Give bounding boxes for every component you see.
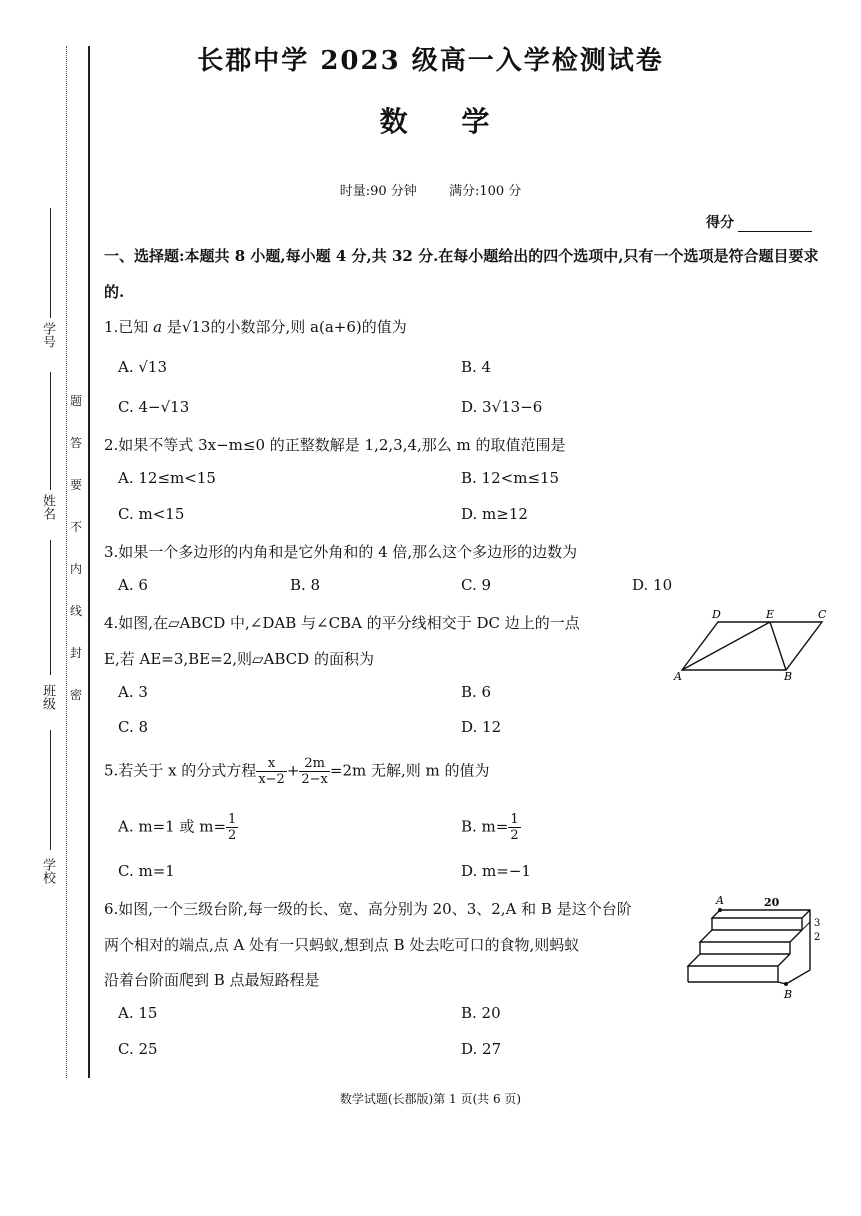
- label-b: B: [784, 670, 793, 682]
- label-d: D: [712, 608, 721, 621]
- student-id-label: 学号: [40, 322, 55, 348]
- label-length: 20: [764, 896, 780, 909]
- label-width: 3: [814, 918, 821, 929]
- question-5-stem: 5.若关于 x 的分式方程 $\frac{x}{x-2}$ + $\frac{2m}{2-x}$ =2m 无解,则 m 的值为: [104, 756, 490, 787]
- page-footer: 数学试题(长郡版)第 1 页(共 6 页): [339, 1092, 522, 1106]
- q3-option-a[interactable]: A. 6: [118, 576, 148, 594]
- q5-option-b[interactable]: B. m= $\frac{1}{2}$: [461, 812, 519, 843]
- q6-option-c[interactable]: C. 25: [118, 1040, 158, 1058]
- section-heading: 一、选择题:本题共 8 小题,每小题 4 分,共 32 分.在每小题给出的四个选项中,只有一个选项是符合题目要求的.: [104, 247, 819, 301]
- seal-warning-char: 内: [70, 562, 83, 576]
- question-6-stem-line1: 6.如图,一个三级台阶,每一级的长、宽、高分别为 20、3、2,A 和 B 是这个台阶: [104, 900, 632, 918]
- seal-warning-char: 不: [70, 520, 83, 534]
- label-b: B: [784, 988, 793, 1001]
- question-1-stem: 1.已知 a 是√13的小数部分,则 a(a+6)的值为: [104, 318, 407, 336]
- segment-ae: [682, 622, 770, 670]
- q5-option-a[interactable]: A. m=1 或 m= $\frac{1}{2}$: [118, 812, 237, 843]
- question-2-stem: 2.如果不等式 3x−m≤0 的正整数解是 1,2,3,4,那么 m 的取值范围是: [104, 436, 566, 454]
- label-c: C: [818, 608, 827, 621]
- question-6-stem-line3: 沿着台阶面爬到 B 点最短路程是: [104, 971, 320, 989]
- binding-dotted-line: [66, 46, 67, 1078]
- exam-meta: [0, 180, 861, 199]
- q3-option-d[interactable]: D. 10: [632, 576, 673, 594]
- label-a: A: [674, 670, 682, 682]
- question-4-stem-line2: E,若 AE=3,BE=2,则▱ABCD 的面积为: [104, 650, 374, 668]
- name-label: 姓名: [40, 494, 55, 520]
- staircase-figure: [680, 892, 830, 1002]
- q4-option-b[interactable]: B. 6: [461, 683, 492, 701]
- q2-option-a[interactable]: A. 12≤m<15: [118, 469, 216, 487]
- class-field[interactable]: [50, 540, 51, 675]
- school-label: 学校: [40, 858, 55, 884]
- question-4-stem-line1: 4.如图,在▱ABCD 中,∠DAB 与∠CBA 的平分线相交于 DC 边上的一点: [104, 614, 580, 632]
- q6-option-b[interactable]: B. 20: [461, 1004, 501, 1022]
- score-label: 得分: [706, 215, 734, 231]
- segment-be: [770, 622, 786, 670]
- seal-warning-char: 题: [70, 394, 83, 408]
- q1-option-d[interactable]: D. 3√13−6: [461, 398, 543, 416]
- seal-warning-char: 要: [70, 478, 83, 492]
- seal-warning-char: 密: [70, 688, 83, 702]
- q4-option-c[interactable]: C. 8: [118, 718, 149, 736]
- class-label: 班级: [40, 684, 55, 710]
- school-field[interactable]: [50, 730, 51, 850]
- point-b: [784, 982, 788, 986]
- score-blank[interactable]: [738, 217, 812, 232]
- full-score: 满分:100 分: [448, 184, 522, 199]
- q3-option-c[interactable]: C. 9: [461, 576, 492, 594]
- q1-option-b[interactable]: B. 4: [461, 358, 492, 376]
- label-a: A: [716, 894, 724, 907]
- q6-option-a[interactable]: A. 15: [118, 1004, 158, 1022]
- q5-option-c[interactable]: C. m=1: [118, 862, 175, 880]
- seal-warning-char: 答: [70, 436, 83, 450]
- student-id-field[interactable]: [50, 208, 51, 318]
- parallelogram-figure: [672, 606, 832, 682]
- question-3-stem: 3.如果一个多边形的内角和是它外角和的 4 倍,那么这个多边形的边数为: [104, 543, 578, 561]
- binding-solid-line: [88, 46, 90, 1078]
- q4-option-a[interactable]: A. 3: [118, 683, 148, 701]
- q2-option-c[interactable]: C. m<15: [118, 505, 185, 523]
- parallelogram-abcd: [682, 622, 822, 670]
- seal-warning-char: 封: [70, 646, 83, 660]
- q3-option-b[interactable]: B. 8: [290, 576, 321, 594]
- score-box: [706, 212, 812, 232]
- q5-option-d[interactable]: D. m=−1: [461, 862, 531, 880]
- q6-option-d[interactable]: D. 27: [461, 1040, 502, 1058]
- exam-title: 长郡中学 2023 级高一入学检测试卷: [197, 46, 664, 76]
- question-6-stem-line2: 两个相对的端点,点 A 处有一只蚂蚁,想到点 B 处去吃可口的食物,则蚂蚁: [104, 936, 580, 954]
- time-limit: 时量:90 分钟: [339, 184, 417, 199]
- label-e: E: [766, 608, 775, 621]
- q1-option-a[interactable]: A. √13: [118, 358, 168, 376]
- seal-warning-char: 线: [70, 604, 83, 618]
- q1-option-c[interactable]: C. 4−√13: [118, 398, 190, 416]
- name-field[interactable]: [50, 372, 51, 490]
- q2-option-d[interactable]: D. m≥12: [461, 505, 528, 523]
- q4-option-d[interactable]: D. 12: [461, 718, 502, 736]
- point-a: [718, 908, 722, 912]
- subject-title: 数 学: [379, 105, 512, 138]
- label-height: 2: [814, 932, 821, 943]
- q2-option-b[interactable]: B. 12<m≤15: [461, 469, 560, 487]
